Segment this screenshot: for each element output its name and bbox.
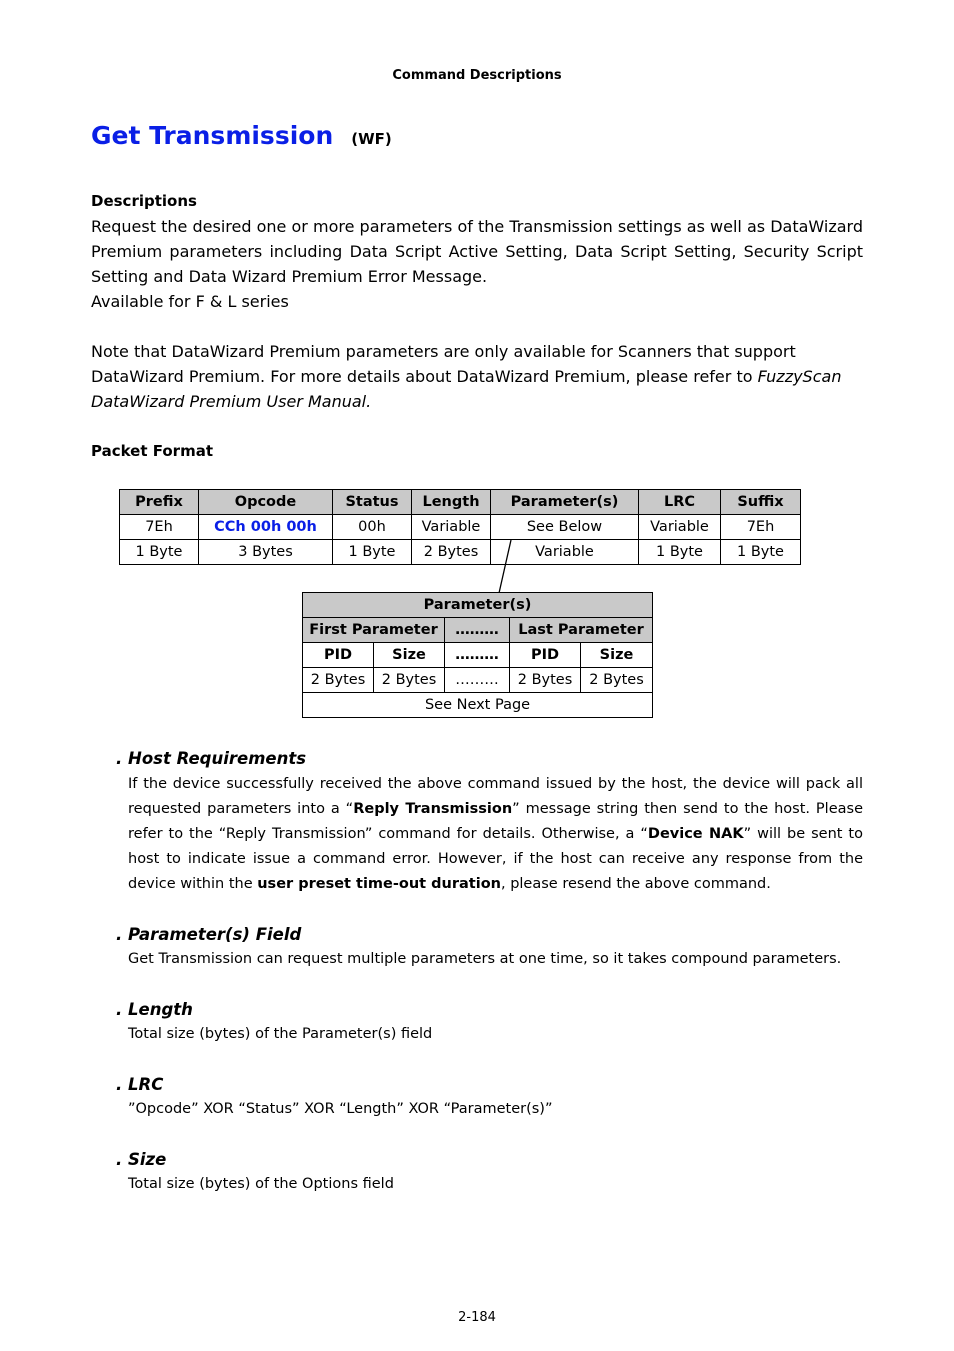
ellipsis-size: ……… [445, 668, 510, 693]
parameters-subheader-row [303, 643, 653, 668]
header-suffix: Suffix [721, 490, 801, 515]
value-prefix: 7Eh [120, 515, 199, 540]
parameters-size-row [303, 668, 653, 693]
host-text-3: ” will be sent to host to indicate issue a command error. However, if the host can receive any response from the device within the [128, 826, 863, 892]
first-size-size: 2 Bytes [374, 668, 445, 693]
value-length: Variable [412, 515, 491, 540]
size-heading: . Size [116, 1150, 167, 1169]
value-opcode: CCh 00h 00h [199, 515, 333, 540]
last-size-size: 2 Bytes [581, 668, 653, 693]
header-status: Status [333, 490, 412, 515]
parameters-table [302, 592, 653, 718]
parameters-field-heading: . Parameter(s) Field [116, 925, 302, 944]
size-parameters: Variable [491, 540, 639, 565]
header-prefix: Prefix [120, 490, 199, 515]
size-suffix: 1 Byte [721, 540, 801, 565]
size-text: Total size (bytes) of the Options field [128, 1176, 394, 1192]
size-length: 2 Bytes [412, 540, 491, 565]
device-nak-term: Device NAK [647, 826, 744, 842]
command-code: (WF) [351, 130, 392, 148]
lrc-text: ”Opcode” XOR “Status” XOR “Length” XOR “Parameter(s)” [128, 1101, 553, 1117]
parameters-field-text: Get Transmission can request multiple parameters at one time, so it takes compound parameters. [128, 951, 842, 967]
last-parameter-header: Last Parameter [510, 618, 653, 643]
value-parameters: See Below [491, 515, 639, 540]
parameters-group-row [303, 618, 653, 643]
first-parameter-header: First Parameter [303, 618, 445, 643]
note-line-1: Note that DataWizard Premium parameters are only available for Scanners that support [91, 342, 796, 361]
parameters-title-row [303, 593, 653, 618]
manual-name-part2: DataWizard Premium User Manual. [91, 392, 372, 411]
size-lrc: 1 Byte [639, 540, 721, 565]
last-pid-header: PID [510, 643, 581, 668]
see-next-page: See Next Page [303, 693, 653, 718]
host-text-2: ” message string then send to the host. Please refer to the “Reply Transmission” command for details. Otherwise, a “ [128, 801, 863, 842]
header-lrc: LRC [639, 490, 721, 515]
host-requirements-heading: . Host Requirements [116, 749, 307, 768]
size-status: 1 Byte [333, 540, 412, 565]
size-opcode: 3 Bytes [199, 540, 333, 565]
packet-format-label: Packet Format [91, 442, 214, 460]
availability-text: Available for F & L series [91, 292, 289, 311]
length-text: Total size (bytes) of the Parameter(s) field [128, 1026, 433, 1042]
last-size-header: Size [581, 643, 653, 668]
page-title: Get Transmission [91, 121, 334, 150]
reply-transmission-term: Reply Transmission [353, 801, 513, 817]
descriptions-label: Descriptions [91, 192, 197, 210]
note-text: DataWizard Premium. For more details about DataWizard Premium, please refer to [91, 367, 758, 386]
ellipsis-subheader: ……… [445, 643, 510, 668]
parameters-title: Parameter(s) [303, 593, 653, 618]
header-length: Length [412, 490, 491, 515]
header-parameters: Parameter(s) [491, 490, 639, 515]
host-text-4: , please resend the above command. [500, 876, 771, 892]
page-number: 2-184 [458, 1310, 496, 1325]
first-size-header: Size [374, 643, 445, 668]
value-status: 00h [333, 515, 412, 540]
ellipsis-header: ……… [445, 618, 510, 643]
size-prefix: 1 Byte [120, 540, 199, 565]
last-pid-size: 2 Bytes [510, 668, 581, 693]
header-opcode: Opcode [199, 490, 333, 515]
value-lrc: Variable [639, 515, 721, 540]
value-suffix: 7Eh [721, 515, 801, 540]
descriptions-text: Request the desired one or more parameters of the Transmission settings as well as DataWizard Premium parameters including Data Script Active Setting, Data Script Setting, Security Script Setting and Data Wizard Premium Error Message. [91, 217, 863, 286]
first-pid-size: 2 Bytes [303, 668, 374, 693]
timeout-term: user preset time-out duration [257, 876, 501, 892]
running-header: Command Descriptions [392, 68, 562, 83]
manual-name-part1: FuzzyScan [757, 367, 842, 386]
host-text-1: If the device successfully received the above command issued by the host, the device will pack all requested parameters into a “ [128, 776, 863, 817]
lrc-heading: . LRC [116, 1075, 164, 1094]
first-pid-header: PID [303, 643, 374, 668]
parameters-footer-row [303, 693, 653, 718]
length-heading: . Length [116, 1000, 193, 1019]
host-requirements-paragraph [128, 772, 863, 897]
